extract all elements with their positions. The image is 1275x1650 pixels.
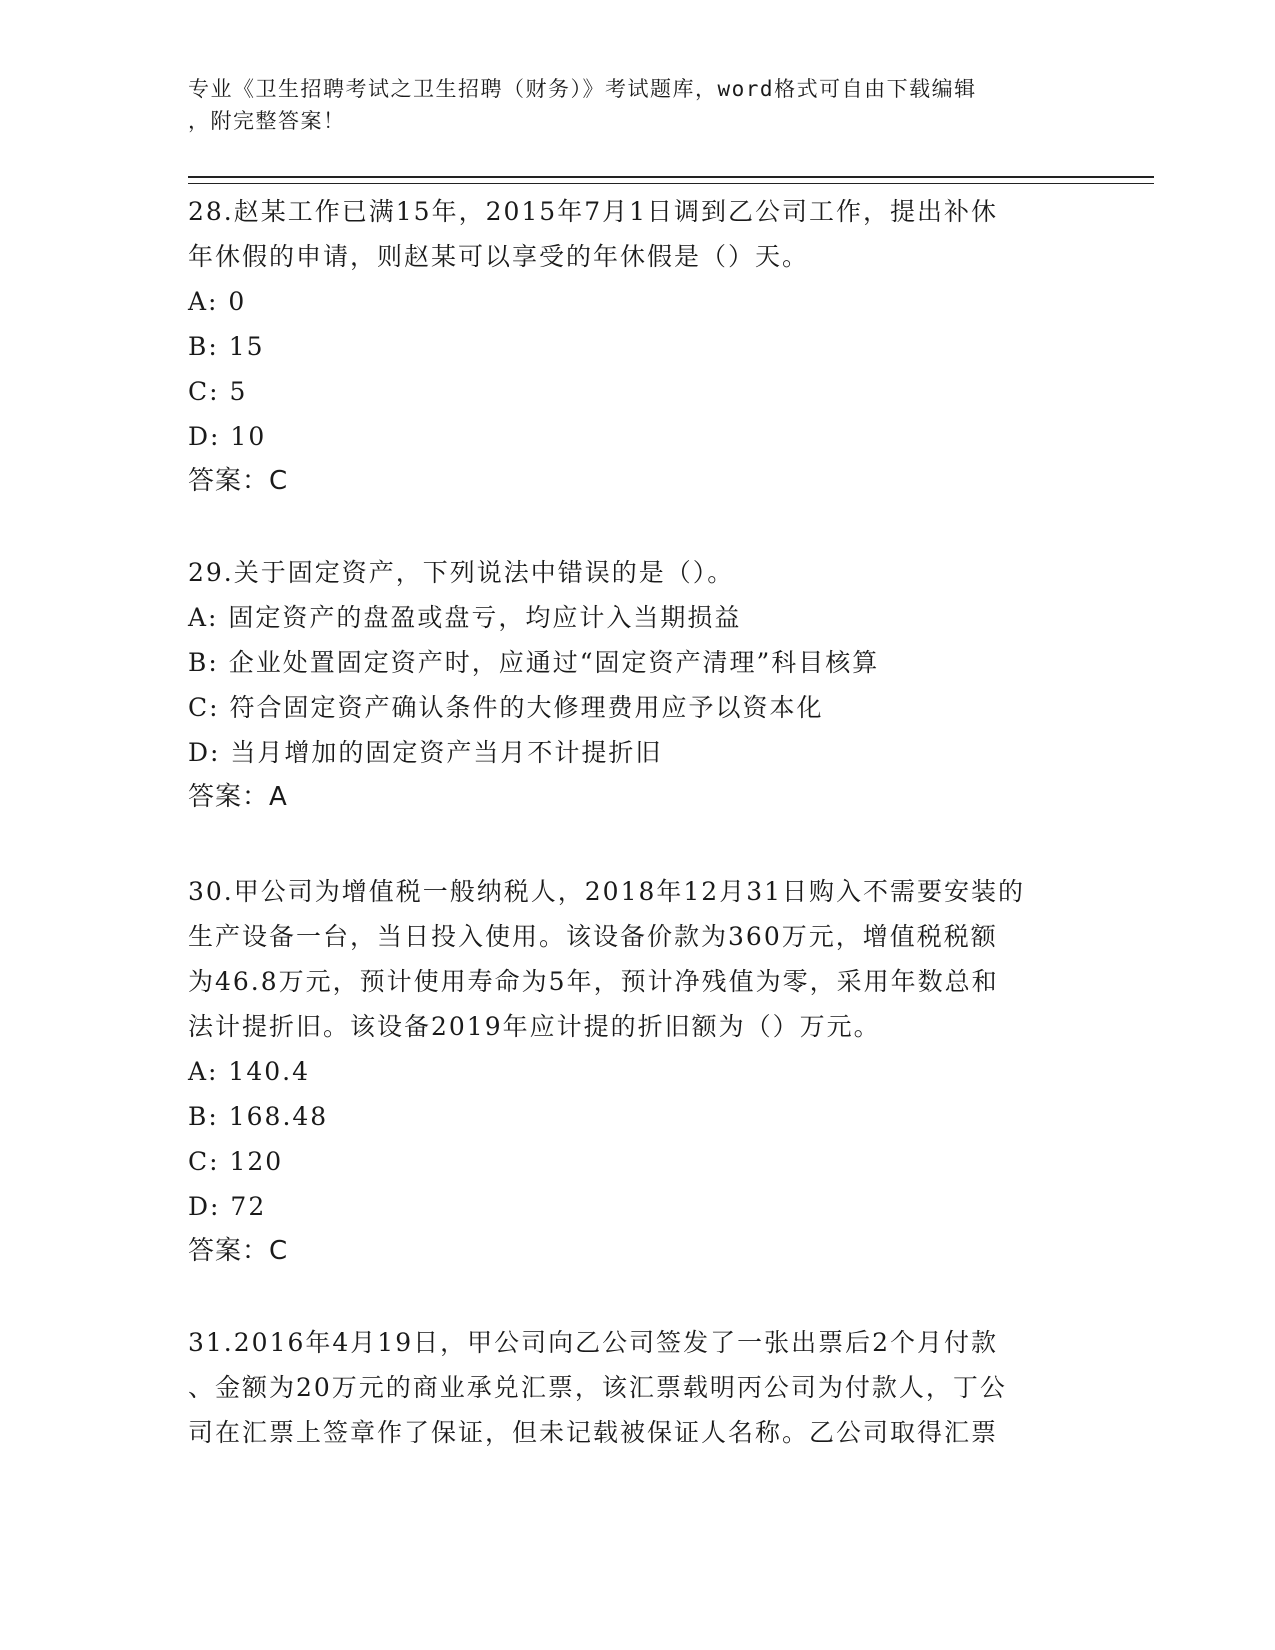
option-d: D: 72 bbox=[188, 1192, 267, 1221]
stem-line: 28.赵某工作已满15年，2015年7月1日调到乙公司工作，提出补休 bbox=[188, 197, 999, 226]
stem-line: 年休假的申请，则赵某可以享受的年休假是（）天。 bbox=[188, 242, 810, 271]
stem-line: 生产设备一台，当日投入使用。该设备价款为360万元，增值税税额 bbox=[188, 922, 998, 951]
document-header bbox=[188, 73, 1088, 137]
stem-line: 31.2016年4月19日，甲公司向乙公司签发了一张出票后2个月付款 bbox=[188, 1328, 999, 1357]
question-stem bbox=[188, 550, 1088, 595]
option-c: C: 符合固定资产确认条件的大修理费用应予以资本化 bbox=[188, 693, 824, 722]
option-b: B: 15 bbox=[188, 332, 265, 361]
header-line-1: 专业《卫生招聘考试之卫生招聘（财务）》考试题库，word格式可自由下载编辑 bbox=[188, 77, 977, 101]
question-stem bbox=[188, 189, 1088, 279]
option-b: B: 168.48 bbox=[188, 1102, 329, 1131]
stem-line: 为46.8万元，预计使用寿命为5年，预计净残值为零，采用年数总和 bbox=[188, 967, 999, 996]
option-a: A: 0 bbox=[188, 287, 247, 316]
question-stem bbox=[188, 1320, 1088, 1455]
option-a: A: 固定资产的盘盈或盘亏，均应计入当期损益 bbox=[188, 603, 742, 632]
option-c: C: 120 bbox=[188, 1147, 284, 1176]
stem-line: 、金额为20万元的商业承兑汇票，该汇票载明丙公司为付款人，丁公 bbox=[188, 1373, 1007, 1402]
question-29 bbox=[188, 550, 1088, 820]
question-30 bbox=[188, 869, 1088, 1274]
question-28 bbox=[188, 189, 1088, 504]
stem-line: 法计提折旧。该设备2019年应计提的折旧额为（）万元。 bbox=[188, 1012, 881, 1041]
header-line-2: ，附完整答案！ bbox=[188, 109, 346, 133]
answer-line: 答案：C bbox=[188, 1236, 289, 1266]
answer-line: 答案：A bbox=[188, 782, 288, 812]
stem-line: 30.甲公司为增值税一般纳税人，2018年12月31日购入不需要安装的 bbox=[188, 877, 1026, 906]
header-divider-bottom bbox=[188, 183, 1154, 184]
stem-line: 29.关于固定资产，下列说法中错误的是（）。 bbox=[188, 558, 735, 587]
option-c: C: 5 bbox=[188, 377, 248, 406]
answer-line: 答案：C bbox=[188, 466, 289, 496]
stem-line: 司在汇票上签章作了保证，但未记载被保证人名称。乙公司取得汇票 bbox=[188, 1418, 999, 1447]
option-b: B: 企业处置固定资产时，应通过“固定资产清理”科目核算 bbox=[188, 648, 880, 677]
question-31 bbox=[188, 1320, 1088, 1455]
option-d: D: 当月增加的固定资产当月不计提折旧 bbox=[188, 738, 663, 767]
option-d: D: 10 bbox=[188, 422, 267, 451]
question-stem bbox=[188, 869, 1088, 1049]
option-a: A: 140.4 bbox=[188, 1057, 310, 1086]
header-divider-top bbox=[188, 176, 1154, 178]
